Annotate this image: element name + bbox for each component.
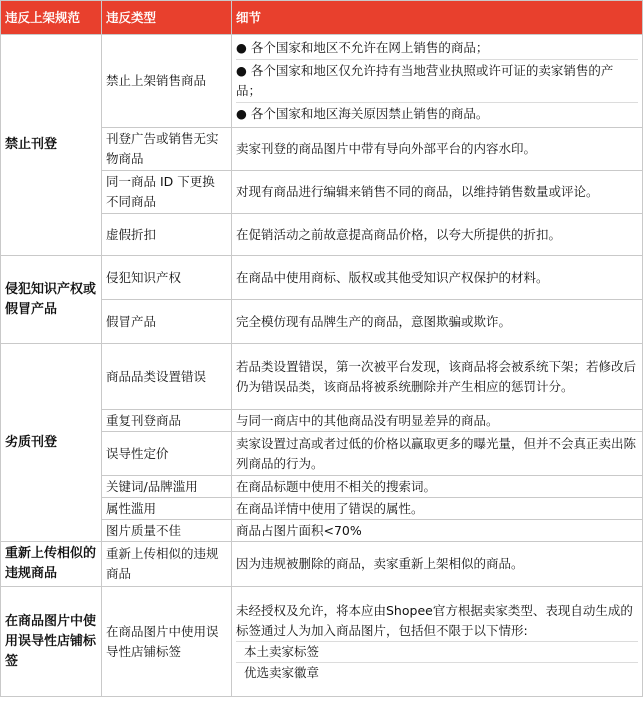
detail-cell: 因为违规被删除的商品，卖家重新上架相似的商品。 — [232, 542, 643, 587]
category-cell: 重新上传相似的违规商品 — [1, 542, 102, 587]
category-cell: 侵犯知识产权或假冒产品 — [1, 256, 102, 344]
table-row — [1, 35, 643, 128]
detail-cell: 在商品标题中使用不相关的搜索词。 — [232, 476, 643, 498]
detail-cell: 完全模仿现有品牌生产的商品，意图欺骗或欺诈。 — [232, 300, 643, 344]
table-row — [1, 344, 643, 410]
detail-cell: 在商品详情中使用了错误的属性。 — [232, 498, 643, 520]
detail-cell: 在商品中使用商标、版权或其他受知识产权保护的材料。 — [232, 256, 643, 300]
header-detail: 细节 — [232, 1, 643, 35]
detail-cell: 若品类设置错误，第一次被平台发现，该商品将会被系统下架；若修改后仍为错误品类，该商品将被系统删除并产生相应的惩罚计分。 — [232, 344, 643, 410]
detail-cell — [232, 587, 643, 697]
detail-cell: 对现有商品进行编辑来销售不同的商品，以维持销售数量或评论。 — [232, 171, 643, 214]
type-cell: 误导性定价 — [102, 432, 232, 476]
type-cell: 重复刊登商品 — [102, 410, 232, 432]
category-cell: 禁止刊登 — [1, 35, 102, 256]
detail-bullet: ● 各个国家和地区不允许在网上销售的商品； — [236, 37, 638, 60]
header-category: 违反上架规范 — [1, 1, 102, 35]
type-cell: 关键词/品牌滥用 — [102, 476, 232, 498]
type-cell: 在商品图片中使用误导性店铺标签 — [102, 587, 232, 697]
type-cell: 假冒产品 — [102, 300, 232, 344]
category-cell: 在商品图片中使用误导性店铺标签 — [1, 587, 102, 697]
type-cell: 属性滥用 — [102, 498, 232, 520]
type-cell: 刊登广告或销售无实物商品 — [102, 128, 232, 171]
type-cell: 商品品类设置错误 — [102, 344, 232, 410]
header-type: 违反类型 — [102, 1, 232, 35]
detail-sub-item: 优选卖家徽章 — [236, 662, 638, 683]
type-cell: 虚假折扣 — [102, 214, 232, 256]
type-cell: 重新上传相似的违规商品 — [102, 542, 232, 587]
table-row — [1, 256, 643, 300]
type-cell: 图片质量不佳 — [102, 520, 232, 542]
detail-cell — [232, 35, 643, 128]
detail-cell: 商品占图片面积<70% — [232, 520, 643, 542]
type-cell: 侵犯知识产权 — [102, 256, 232, 300]
type-cell: 同一商品 ID 下更换不同商品 — [102, 171, 232, 214]
detail-bullet: ● 各个国家和地区仅允许持有当地营业执照或许可证的卖家销售的产品； — [236, 60, 638, 103]
detail-text: 未经授权及允许，将本应由Shopee官方根据卖家类型、表现自动生成的标签通过人为加入商品图片，包括但不限于以下情形: — [236, 602, 633, 638]
table-header-row — [1, 1, 643, 35]
detail-cell: 卖家设置过高或者过低的价格以赢取更多的曝光量，但并不会真正卖出陈列商品的行为。 — [232, 432, 643, 476]
detail-bullet: ● 各个国家和地区海关原因禁止销售的商品。 — [236, 106, 489, 121]
detail-cell: 卖家刊登的商品图片中带有导向外部平台的内容水印。 — [232, 128, 643, 171]
type-cell: 禁止上架销售商品 — [102, 35, 232, 128]
category-cell: 劣质刊登 — [1, 344, 102, 542]
detail-cell: 与同一商店中的其他商品没有明显差异的商品。 — [232, 410, 643, 432]
table-row — [1, 542, 643, 587]
detail-sub-item: 本土卖家标签 — [236, 641, 638, 662]
detail-cell: 在促销活动之前故意提高商品价格，以夸大所提供的折扣。 — [232, 214, 643, 256]
table-row — [1, 587, 643, 697]
